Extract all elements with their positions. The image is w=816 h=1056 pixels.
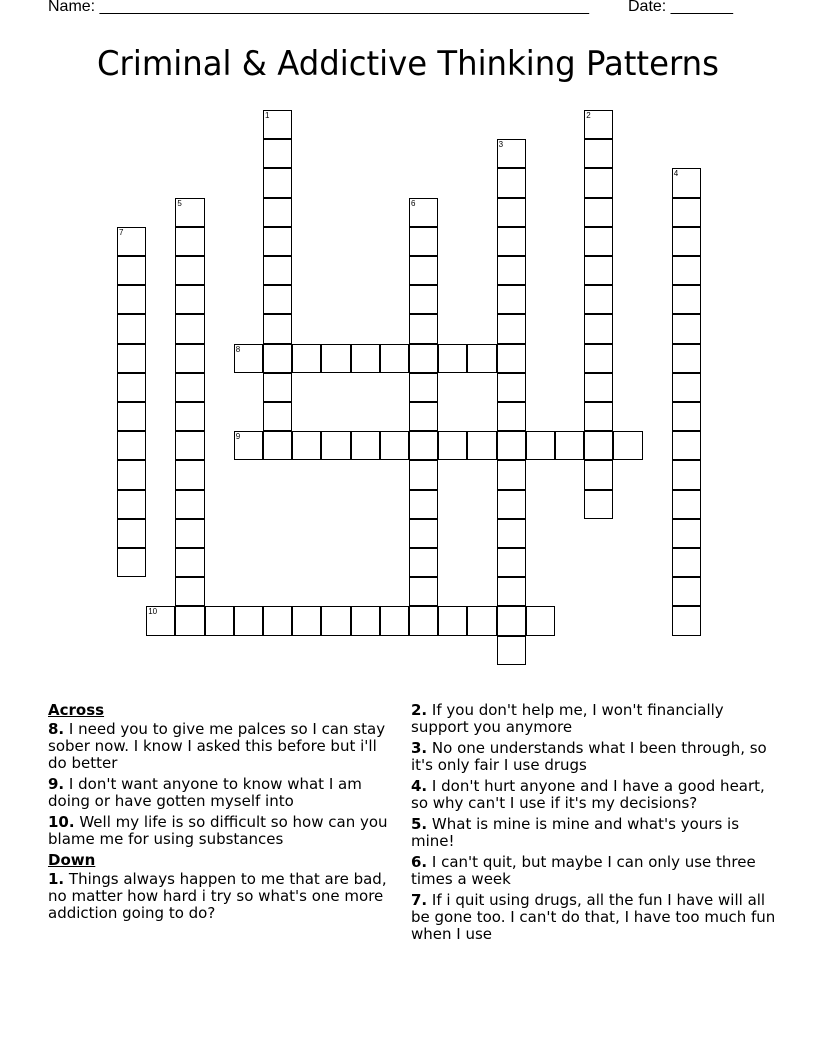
grid-cell[interactable] [672, 460, 701, 489]
grid-cell[interactable] [263, 139, 292, 168]
cell-number: 3 [498, 140, 504, 150]
across-heading: Across [48, 701, 105, 719]
grid-cell[interactable] [672, 168, 701, 197]
grid-cell[interactable] [555, 431, 584, 460]
grid-cell[interactable] [117, 227, 146, 256]
grid-cell[interactable] [409, 460, 438, 489]
grid-cell[interactable] [497, 519, 526, 548]
grid-cell[interactable] [234, 431, 263, 460]
grid-cell[interactable] [584, 139, 613, 168]
grid-cell[interactable] [584, 110, 613, 139]
grid-cell[interactable] [467, 606, 496, 635]
grid-cell[interactable] [584, 373, 613, 402]
grid-cell[interactable] [497, 402, 526, 431]
grid-cell[interactable] [497, 139, 526, 168]
grid-cell[interactable] [672, 373, 701, 402]
grid-cell[interactable] [117, 256, 146, 285]
grid-cell[interactable] [321, 344, 350, 373]
grid-cell[interactable] [672, 519, 701, 548]
grid-cell[interactable] [263, 606, 292, 635]
grid-cell[interactable] [409, 198, 438, 227]
cell-number: 7 [119, 227, 124, 237]
clue-text: I need you to give me palces so I can stay sober now. I know I asked this before but i'll do better [48, 720, 386, 772]
grid-cell[interactable] [584, 490, 613, 519]
grid-cell[interactable] [497, 198, 526, 227]
grid-cell[interactable] [584, 256, 613, 285]
down-heading: Down [48, 851, 96, 869]
grid-cell[interactable] [321, 431, 350, 460]
grid-cell[interactable] [117, 373, 146, 402]
grid-cell[interactable] [146, 606, 175, 635]
clue-number: 2. [411, 701, 428, 719]
grid-cell[interactable] [263, 168, 292, 197]
grid-cell[interactable] [584, 402, 613, 431]
grid-cell[interactable] [175, 460, 204, 489]
grid-cell[interactable] [117, 314, 146, 343]
grid-cell[interactable] [584, 314, 613, 343]
clue-text: What is mine is mine and what's yours is mine! [411, 815, 740, 850]
grid-cell[interactable] [351, 344, 380, 373]
clue-text: I don't want anyone to know what I am doing or have gotten myself into [48, 775, 362, 810]
grid-cell[interactable] [672, 402, 701, 431]
grid-cell[interactable] [438, 431, 467, 460]
clue-text: If you don't help me, I won't financially support you anymore [411, 701, 724, 736]
date-label: Date: [628, 0, 667, 15]
grid-cell[interactable] [117, 460, 146, 489]
grid-cell[interactable] [263, 198, 292, 227]
grid-cell[interactable] [205, 606, 234, 635]
grid-cell[interactable] [672, 548, 701, 577]
grid-cell[interactable] [497, 227, 526, 256]
clue-down-2 [411, 702, 776, 736]
clues-left-column [48, 702, 393, 926]
grid-cell[interactable] [526, 606, 555, 635]
cell-number: 4 [673, 169, 679, 179]
grid-cell[interactable] [497, 285, 526, 314]
grid-cell[interactable] [584, 227, 613, 256]
grid-cell[interactable] [380, 606, 409, 635]
cell-number: 6 [411, 198, 416, 208]
grid-cell[interactable] [409, 344, 438, 373]
grid-cell[interactable] [234, 606, 263, 635]
grid-cell[interactable] [175, 256, 204, 285]
grid-cell[interactable] [497, 344, 526, 373]
clue-text: I can't quit, but maybe I can only use three times a week [411, 853, 756, 888]
grid-cell[interactable] [175, 344, 204, 373]
grid-cell[interactable] [380, 431, 409, 460]
grid-cell[interactable] [672, 577, 701, 606]
grid-cell[interactable] [263, 373, 292, 402]
clue-down-7 [411, 892, 776, 943]
grid-cell[interactable] [117, 285, 146, 314]
clue-number: 8. [48, 720, 65, 738]
grid-cell[interactable] [380, 344, 409, 373]
cell-number: 1 [265, 111, 270, 120]
clue-across-9 [48, 776, 393, 810]
grid-cell[interactable] [409, 490, 438, 519]
grid-cell[interactable] [409, 227, 438, 256]
grid-cell[interactable] [175, 577, 204, 606]
grid-cell[interactable] [409, 577, 438, 606]
grid-cell[interactable] [263, 402, 292, 431]
grid-cell[interactable] [292, 606, 321, 635]
grid-cell[interactable] [672, 490, 701, 519]
grid-cell[interactable] [497, 373, 526, 402]
clue-text: Things always happen to me that are bad, no matter how hard i try so what's one more addiction going to do? [48, 870, 387, 922]
grid-cell[interactable] [409, 402, 438, 431]
grid-cell[interactable] [292, 344, 321, 373]
grid-cell[interactable] [672, 314, 701, 343]
grid-cell[interactable] [497, 256, 526, 285]
grid-cell[interactable] [234, 344, 263, 373]
grid-cell[interactable] [351, 431, 380, 460]
clue-down-5 [411, 816, 776, 850]
clue-down-3 [411, 740, 776, 774]
grid-cell[interactable] [175, 285, 204, 314]
grid-cell[interactable] [497, 636, 526, 665]
grid-cell[interactable] [175, 314, 204, 343]
cell-number: 8 [235, 344, 241, 354]
grid-cell[interactable] [409, 373, 438, 402]
cell-number: 5 [177, 198, 182, 208]
grid-cell[interactable] [117, 490, 146, 519]
grid-cell[interactable] [175, 431, 204, 460]
grid-cell[interactable] [438, 344, 467, 373]
cell-number: 9 [235, 432, 241, 442]
date-line[interactable]: _______ [670, 0, 733, 15]
cell-number: 10 [148, 607, 158, 617]
grid-cell[interactable] [263, 314, 292, 343]
grid-cell[interactable] [175, 606, 204, 635]
grid-cell[interactable] [409, 314, 438, 343]
grid-cell[interactable] [584, 168, 613, 197]
grid-cell[interactable] [351, 606, 380, 635]
grid-cell[interactable] [409, 606, 438, 635]
page-title: Criminal & Addictive Thinking Patterns [97, 44, 719, 84]
grid-cell[interactable] [584, 460, 613, 489]
grid-cell[interactable] [263, 344, 292, 373]
clue-number: 9. [48, 775, 65, 793]
grid-cell[interactable] [175, 519, 204, 548]
grid-cell[interactable] [263, 256, 292, 285]
grid-cell[interactable] [409, 431, 438, 460]
name-label: Name: [48, 0, 96, 15]
cell-number: 2 [586, 111, 591, 120]
grid-cell[interactable] [672, 344, 701, 373]
grid-cell[interactable] [613, 431, 642, 460]
grid-cell[interactable] [175, 373, 204, 402]
grid-cell[interactable] [175, 198, 204, 227]
name-line[interactable]: _______________________________________________________ [99, 0, 589, 15]
grid-cell[interactable] [497, 168, 526, 197]
grid-cell[interactable] [526, 431, 555, 460]
clues-right-column [411, 702, 776, 947]
grid-cell[interactable] [175, 227, 204, 256]
grid-cell[interactable] [467, 344, 496, 373]
clue-text: I don't hurt anyone and I have a good heart, so why can't I use if it's my decisions? [411, 777, 765, 812]
grid-cell[interactable] [263, 431, 292, 460]
clue-number: 3. [411, 739, 428, 757]
clue-number: 5. [411, 815, 428, 833]
clue-down-1 [48, 871, 393, 922]
grid-cell[interactable] [497, 460, 526, 489]
grid-cell[interactable] [584, 431, 613, 460]
grid-cell[interactable] [497, 314, 526, 343]
grid-cell[interactable] [409, 548, 438, 577]
grid-cell[interactable] [175, 490, 204, 519]
grid-cell[interactable] [409, 519, 438, 548]
grid-cell[interactable] [117, 548, 146, 577]
grid-cell[interactable] [117, 344, 146, 373]
grid-cell[interactable] [584, 344, 613, 373]
clue-across-8 [48, 721, 393, 772]
clue-text: No one understands what I been through, so it's only fair I use drugs [411, 739, 767, 774]
grid-cell[interactable] [497, 431, 526, 460]
clue-across-10 [48, 814, 393, 848]
grid-cell[interactable] [292, 431, 321, 460]
grid-cell[interactable] [175, 402, 204, 431]
grid-cell[interactable] [263, 285, 292, 314]
clue-number: 4. [411, 777, 428, 795]
clue-number: 1. [48, 870, 65, 888]
grid-cell[interactable] [467, 431, 496, 460]
clue-down-6 [411, 854, 776, 888]
grid-cell[interactable] [672, 285, 701, 314]
grid-cell[interactable] [584, 198, 613, 227]
clue-number: 7. [411, 891, 428, 909]
grid-cell[interactable] [263, 110, 292, 139]
grid-cell[interactable] [672, 198, 701, 227]
grid-cell[interactable] [497, 490, 526, 519]
clue-number: 10. [48, 813, 75, 831]
grid-cell[interactable] [409, 256, 438, 285]
clue-down-4 [411, 778, 776, 812]
grid-cell[interactable] [497, 606, 526, 635]
clue-text: If i quit using drugs, all the fun I have will all be gone too. I can't do that, I have too much fun when I use [411, 891, 776, 943]
grid-cell[interactable] [117, 519, 146, 548]
grid-cell[interactable] [321, 606, 350, 635]
clue-number: 6. [411, 853, 428, 871]
grid-cell[interactable] [672, 227, 701, 256]
grid-cell[interactable] [438, 606, 467, 635]
grid-cell[interactable] [117, 431, 146, 460]
grid-cell[interactable] [497, 548, 526, 577]
grid-cell[interactable] [117, 402, 146, 431]
grid-cell[interactable] [672, 606, 701, 635]
grid-cell[interactable] [175, 548, 204, 577]
grid-cell[interactable] [672, 431, 701, 460]
grid-cell[interactable] [584, 285, 613, 314]
grid-cell[interactable] [497, 577, 526, 606]
grid-cell[interactable] [263, 227, 292, 256]
clue-text: Well my life is so difficult so how can you blame me for using substances [48, 813, 388, 848]
grid-cell[interactable] [672, 256, 701, 285]
grid-cell[interactable] [409, 285, 438, 314]
